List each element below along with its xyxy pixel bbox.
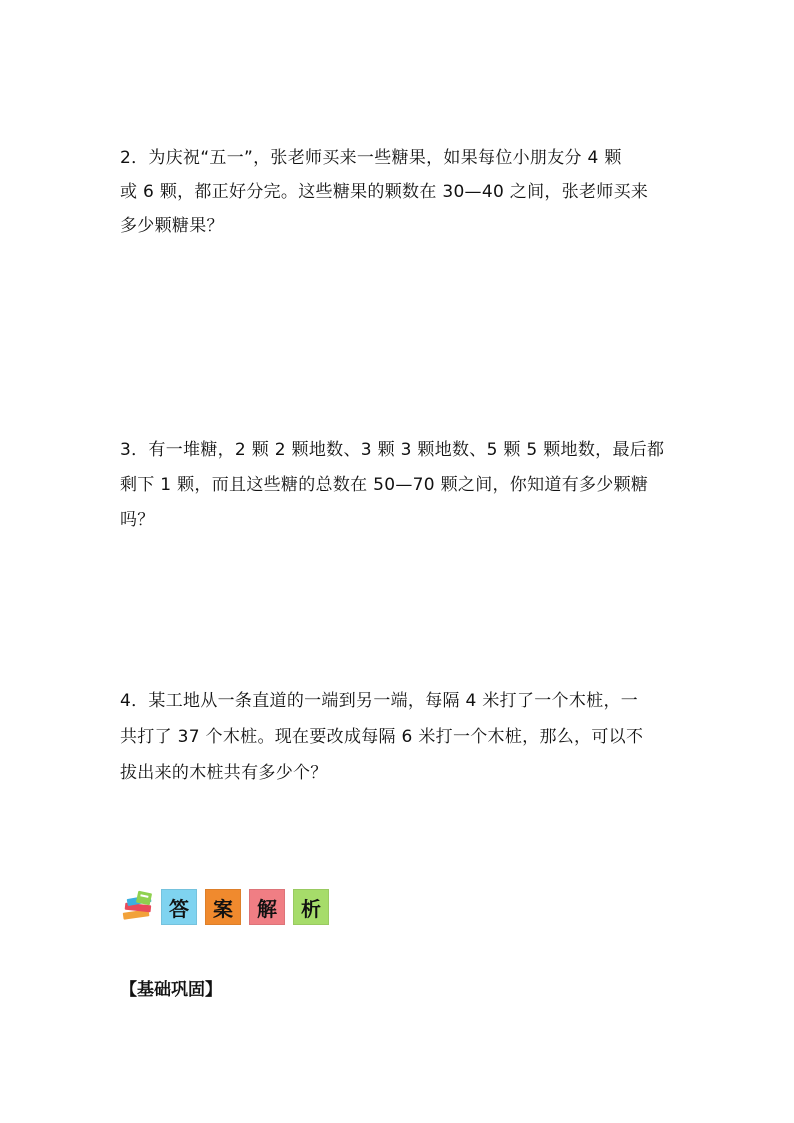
question-3-line-3: 吗？ — [120, 510, 155, 530]
question-3-line-2: 剩下 1 颗，而且这些糖的总数在 50—70 颗之间，你知道有多少颗糖 — [120, 475, 649, 495]
banner-tile-an-text: 案 — [213, 896, 233, 921]
banner-tile-jie-text: 解 — [257, 896, 277, 921]
question-2-line-2: 或 6 颗，都正好分完。这些糖果的颗数在 30—40 之间，张老师买来 — [120, 182, 649, 202]
banner-tile-da — [161, 889, 197, 925]
banner-tile-xi — [293, 889, 329, 925]
book-stack-icon — [121, 889, 157, 925]
question-4 — [120, 683, 680, 791]
question-2-line-1: 2．为庆祝“五一”，张老师买来一些糖果，如果每位小朋友分 4 颗 — [120, 148, 622, 168]
question-4-line-2: 共打了 37 个木桩。现在要改成每隔 6 米打一个木桩，那么，可以不 — [120, 727, 644, 747]
banner-tile-xi-text: 析 — [301, 896, 321, 921]
banner-tile-jie — [249, 889, 285, 925]
question-3-line-1: 3．有一堆糖，2 颗 2 颗地数、3 颗 3 颗地数、5 颗 5 颗地数，最后都 — [120, 440, 665, 460]
banner-tile-da-text: 答 — [169, 896, 189, 921]
answer-analysis-banner — [121, 889, 337, 925]
banner-tile-an — [205, 889, 241, 925]
question-3 — [120, 433, 680, 538]
question-4-line-3: 拔出来的木桩共有多少个？ — [120, 763, 328, 783]
section-heading: 【基础巩固】 — [120, 980, 222, 1000]
question-2 — [120, 141, 680, 243]
question-2-line-3: 多少颗糖果？ — [120, 216, 224, 236]
question-4-line-1: 4．某工地从一条直道的一端到另一端，每隔 4 米打了一个木桩，一 — [120, 691, 639, 711]
